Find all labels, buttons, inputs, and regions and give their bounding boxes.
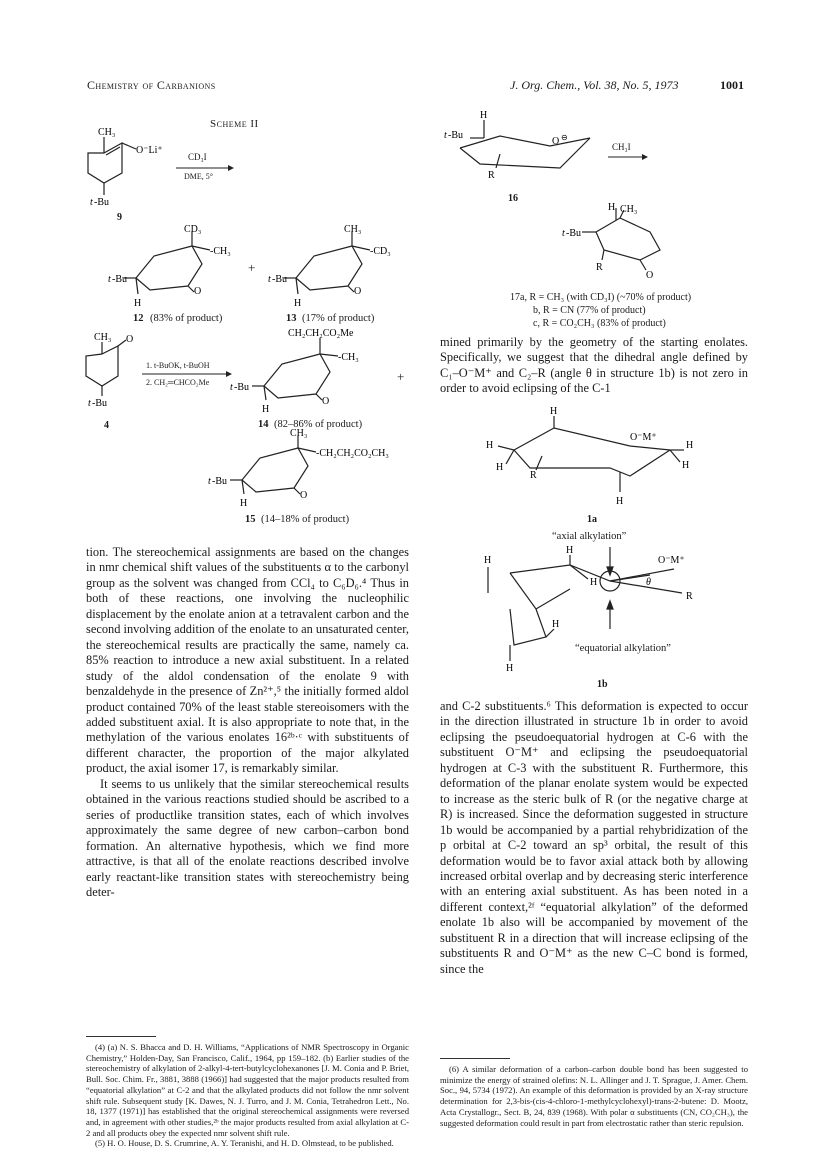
svg-text:H: H	[486, 440, 494, 451]
structure-15	[206, 428, 406, 508]
svg-text:O⁻M⁺: O⁻M⁺	[658, 555, 685, 566]
svg-text:H: H	[552, 619, 560, 630]
svg-text:t: t	[208, 476, 211, 487]
running-header-left: Chemistry of Carbanions	[87, 78, 216, 92]
svg-text:O: O	[646, 270, 654, 281]
paragraph: mined primarily by the geometry of the starting enolates. Specifically, we suggest that the dihedral angle defined by C₁–O⁻M⁺ and C₂–R (angle θ in structure 1b) is not zero in order to avoid eclipsing of the C-1	[440, 335, 748, 396]
structure-1b-label: 1b	[597, 679, 608, 690]
compound-4-label: 4	[104, 420, 109, 431]
footnotes-left	[86, 1042, 409, 1149]
equatorial-alkylation-label: “equatorial alkylation”	[575, 643, 671, 654]
svg-text:CH₂CH₂CO₂Me: CH₂CH₂CO₂Me	[288, 328, 354, 339]
svg-text:H: H	[480, 110, 488, 121]
svg-text:t: t	[108, 274, 111, 285]
svg-text:H: H	[682, 460, 690, 471]
svg-text:R: R	[686, 591, 693, 602]
svg-text:O: O	[322, 396, 330, 407]
svg-text:CH₃: CH₃	[620, 204, 638, 215]
compound-12-yield: (83% of product)	[150, 313, 223, 324]
svg-text:-Bu: -Bu	[272, 274, 287, 285]
left-column-body	[86, 545, 409, 900]
structure-12	[108, 224, 240, 309]
structure-1b	[450, 545, 740, 675]
svg-text:H: H	[294, 298, 302, 309]
svg-text:O⁻Li⁺: O⁻Li⁺	[136, 145, 163, 156]
svg-text:-Bu: -Bu	[92, 398, 107, 409]
svg-text:H: H	[484, 555, 492, 566]
svg-text:O: O	[194, 286, 202, 297]
caption-17a: 17a, R = CH₃ (with CD₃I) (~70% of product)	[510, 292, 692, 303]
svg-text:O: O	[300, 490, 308, 501]
plus-sign-1: +	[248, 260, 256, 275]
paragraph: It seems to us unlikely that the similar stereochemical results obtained in the various reactions studied should be ascribed to a series of productlike transition states, each of which involves approximately the same degree of new carbon–carbon bond formation. An alternative hypothesis, which we find more attractive, is that all of the enolate reactions described involve early reactant-like transition states with stereochemistry being deter-	[86, 776, 409, 899]
svg-text:O: O	[354, 286, 362, 297]
svg-text:CD₃: CD₃	[184, 224, 202, 235]
svg-text:R: R	[596, 262, 603, 273]
svg-text:-Bu: -Bu	[112, 274, 127, 285]
structure-4	[82, 328, 142, 428]
paragraph: tion. The stereochemical assignments are based on the changes in nmr chemical shift values of the substituents α to the carbonyl group as the solvent was changed from CCl₄ to C₆D₆.⁴ Thus in both of these reactions, one involving the nucleophilic displacement by the enolate anion at a tetravalent carbon and the second involving addition of the enolate to an unsaturated center, the stereochemical results are practically the same, namely ca. 85% reaction to introduce a new axial substituent. In a related study of the aldol condensation of the enolate 9 with benzaldehyde in the presence of Zn²⁺,⁵ the initially formed aldol product contained 70% of the least stable stereoisomers with the added substituent axial. It is also appropriate to note that, in the methylation of the various enolates 16²ᵇ·ᶜ with substituents of different character, the proportion of the major alkylated product, the axial isomer 17, is remarkably similar.	[86, 545, 409, 776]
svg-text:O: O	[552, 136, 560, 147]
arrow1-conditions: DME, 5°	[184, 172, 213, 181]
svg-text:CH₃: CH₃	[290, 428, 308, 439]
svg-text:⊖: ⊖	[561, 133, 568, 142]
svg-text:CH₃: CH₃	[94, 332, 112, 343]
compound-14-yield: (82–86% of product)	[274, 419, 363, 430]
arrow1-reagent: CD₃I	[188, 152, 207, 162]
footnote-6: (6) A similar deformation of a carbon–carbon double bond has been suggested to minimize the energy of strained olefins: N. L. Allinger and J. T. Sprague, J. Amer. Chem. Soc., 94, 5734 (1972). An example of this deformation is provided by an X-ray structure determination for 2,3-bis-(cis-4-chloro-1-methylcyclohexyl)-trans-2-butene: D. Mootz, Acta Crystallogr., Sect. B, 24, 839 (1968). With polar α substituents (CN, CO₂CH₃), the suggested deformation could result in part from electrostatic rather than steric repulsion.	[440, 1064, 748, 1128]
compound-15-number: 15	[245, 514, 256, 525]
svg-text:t: t	[268, 274, 271, 285]
svg-text:H: H	[566, 545, 574, 556]
scheme-title: Scheme II	[210, 118, 259, 130]
svg-text:CH₃: CH₃	[344, 224, 362, 235]
structure-17	[560, 202, 680, 282]
svg-text:-Bu: -Bu	[94, 197, 109, 208]
caption-17c: c, R = CO₂CH₃ (83% of product)	[533, 318, 666, 329]
compound-13-yield: (17% of product)	[302, 313, 375, 324]
structure-13	[268, 224, 400, 309]
structure-16	[440, 108, 615, 188]
svg-text:H: H	[608, 202, 616, 213]
page-number: 1001	[720, 78, 744, 92]
footnote-4: (4) (a) N. S. Bhacca and D. H. Williams, “Applications of NMR Spectroscopy in Organic Chemistry,” Holden-Day, San Francisco, Calif., 1964, pp 159–182. (b) Earlier studies of the stereochemistry of alkylation of 2-alkyl-4-tert-butylcyclohexanones [J. M. Conia and P. Briet, Bull. Soc. Chim. Fr., 3881, 3888 (1966)] had suggested that the major products resulted from “equatorial alkylation” at C-2 and that the alkylated products did not follow the nmr solvent shift rule. Subsequent study [K. Dawes, N. J. Turro, and J. M. Conia, Tetrahedron Lett., No. 18, 1377 (1971)] has established that the original stereochemical assignments were reversed and, in agreement with other studies,²ᵇ the major products resulted from axial alkylation at C-2 and all products obey the expected nmr solvent shift rule.	[86, 1042, 409, 1138]
structure-9	[84, 125, 164, 220]
svg-text:H: H	[496, 462, 504, 473]
paragraph: and C-2 substituents.⁶ This deformation is expected to occur in the direction illustrated in structure 1b in order to avoid eclipsing the pseudoequatorial hydrogen at C-6 with the substituent O⁻M⁺ and eclipsing the pseudoequatorial hydrogen at C-3 with the substituent R. Furthermore, this deformation of the planar enolate system would be expected to increase as the steric bulk of R (or the negative charge at R) is increased. Since the deformation suggested in structure 1b would be accompanied by a partial rehybridization of the p orbital at C-2 toward an sp³ orbital, the result of this deformation would be to favor axial attack both by allowing increased orbital overlap and by decreasing steric interference with an entering axial substituent. As has been noted in a different context,²ᶠ “equatorial alkylation” of the deformed enolate 1b also will be accompanied by movement of the substituent R in a direction that will increase eclipsing of the substituents R and O⁻M⁺ as the new C–C bond is formed, since the	[440, 699, 748, 976]
footnote-5: (5) H. O. House, D. S. Crumrine, A. Y. Teranishi, and H. D. Olmstead, to be published.	[95, 1138, 394, 1149]
axial-alkylation-label: “axial alkylation”	[552, 531, 627, 542]
svg-text:-Bu: -Bu	[212, 476, 227, 487]
svg-text:-CH₃: -CH₃	[338, 352, 359, 363]
svg-text:O⁻M⁺: O⁻M⁺	[630, 432, 657, 443]
structure-14	[224, 326, 374, 416]
svg-text:CH₃: CH₃	[98, 127, 116, 138]
footnotes-right	[440, 1064, 748, 1128]
svg-text:R: R	[530, 470, 537, 481]
svg-text:t: t	[562, 228, 565, 239]
compound-16-label: 16	[508, 193, 518, 204]
svg-text:H: H	[590, 577, 598, 588]
reagent-arrow-16	[608, 150, 648, 164]
structure-1a-label: 1a	[587, 514, 597, 525]
svg-text:H: H	[240, 498, 248, 509]
structure-1a	[470, 406, 720, 514]
svg-text:-Bu: -Bu	[448, 130, 463, 141]
svg-text:t: t	[230, 382, 233, 393]
compound-15-yield: (14–18% of product)	[261, 514, 350, 525]
svg-text:-CH₂CH₂CO₂CH₃: -CH₂CH₂CO₂CH₃	[316, 448, 389, 459]
svg-text:t: t	[88, 398, 91, 409]
compound-9-label: 9	[117, 212, 122, 223]
svg-text:-Bu: -Bu	[234, 382, 249, 393]
svg-text:H: H	[616, 496, 624, 507]
svg-text:R: R	[488, 170, 495, 181]
reagent-ch3i: CH₃I	[612, 142, 631, 152]
caption-17b: b, R = CN (77% of product)	[533, 305, 646, 316]
svg-text:t: t	[90, 197, 93, 208]
arrow2-step2: 2. CH₂═CHCO₂Me	[146, 378, 210, 387]
compound-14-number: 14	[258, 419, 269, 430]
compound-13-number: 13	[286, 313, 297, 324]
arrow2-step1: 1. t-BuOK, t-BuOH	[146, 361, 210, 370]
svg-text:H: H	[134, 298, 142, 309]
svg-text:-Bu: -Bu	[566, 228, 581, 239]
right-column-body	[440, 699, 748, 977]
plus-sign-2: +	[397, 369, 405, 384]
svg-text:O: O	[126, 334, 134, 345]
svg-text:-CD₃: -CD₃	[370, 246, 391, 257]
running-header-journal: J. Org. Chem., Vol. 38, No. 5, 1973	[510, 78, 679, 92]
svg-text:t: t	[444, 130, 447, 141]
footnote-rule-right	[440, 1058, 510, 1059]
footnote-rule-left	[86, 1036, 156, 1037]
svg-text:H: H	[262, 404, 270, 415]
svg-text:H: H	[550, 406, 558, 417]
svg-text:θ: θ	[646, 577, 651, 588]
svg-text:H: H	[686, 440, 694, 451]
svg-text:H: H	[506, 663, 514, 674]
right-column-intro	[440, 335, 748, 397]
compound-12-number: 12	[133, 313, 144, 324]
svg-text:-CH₃: -CH₃	[210, 246, 231, 257]
